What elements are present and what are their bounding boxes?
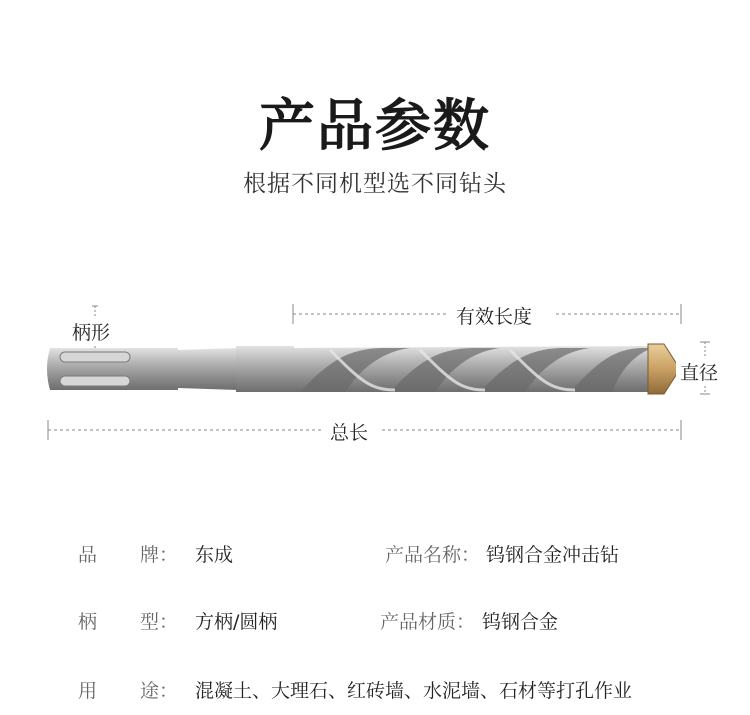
brand-key-a: 品 bbox=[78, 544, 98, 566]
shank-value: 方柄/圆柄 bbox=[195, 611, 278, 633]
drill-bit-diagram bbox=[0, 290, 750, 450]
material-value: 钨钢合金 bbox=[482, 611, 559, 633]
drill-flutes bbox=[292, 346, 652, 392]
spec-row-shank bbox=[0, 607, 750, 637]
usage-key-b: 途： bbox=[140, 680, 179, 702]
shank-key-a: 柄 bbox=[78, 611, 98, 633]
usage-key-a: 用 bbox=[78, 680, 98, 702]
drill-neck bbox=[178, 348, 238, 390]
spec-row-brand bbox=[0, 540, 750, 570]
brand-value: 东成 bbox=[195, 544, 234, 566]
shank-label: 柄形 bbox=[68, 318, 114, 345]
drill-shank bbox=[47, 348, 178, 390]
drill-bit-illustration bbox=[0, 290, 750, 450]
product-name-value: 钨钢合金冲击钻 bbox=[486, 544, 620, 566]
effective-length-label: 有效长度 bbox=[452, 302, 536, 329]
page-subtitle: 根据不同机型选不同钻头 bbox=[243, 171, 507, 197]
drill-collar bbox=[236, 346, 294, 392]
diameter-label: 直径 bbox=[676, 358, 722, 385]
spec-row-usage bbox=[0, 676, 750, 706]
brand-key-b: 牌： bbox=[140, 544, 179, 566]
material-key: 产品材质： bbox=[380, 611, 476, 633]
shank-key-b: 型： bbox=[140, 611, 179, 633]
page-title: 产品参数 bbox=[259, 94, 491, 159]
total-length-label: 总长 bbox=[326, 418, 372, 445]
product-name-key: 产品名称： bbox=[385, 544, 481, 566]
usage-value: 混凝土、大理石、红砖墙、水泥墙、石材等打孔作业 bbox=[195, 680, 633, 702]
